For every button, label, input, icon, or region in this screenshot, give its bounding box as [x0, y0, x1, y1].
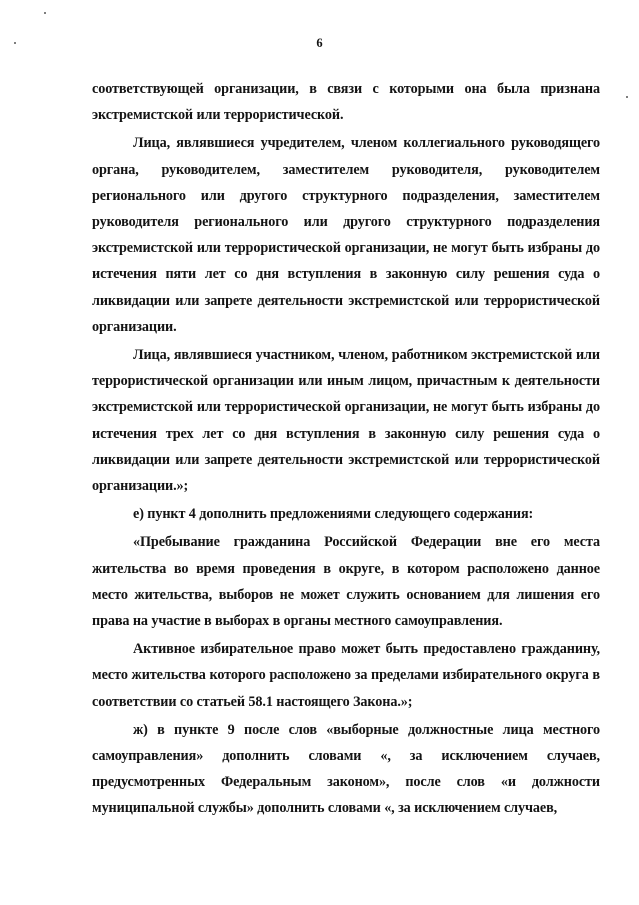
- paragraph-item-e: е) пункт 4 дополнить предложениями следующего содержания:: [133, 506, 534, 523]
- paragraph-item-zh: ж) в пункте 9 после слов «выборные должностные лица местного самоуправления» дополнить словами «, за исключением случаев, предусмотренных Федеральным законом», после слов «и должности муниципальной службы» дополнить словами «, за исключением случаев,: [92, 721, 600, 817]
- paragraph-residence-quote: «Пребывание гражданина Российской Федерации вне его места жительства во время проведения в округе, в котором расположено данное место жительства, выборов не может служить основанием для лишения его права на участие в выборах в органы местного самоуправления.: [92, 534, 600, 630]
- paragraph-continuation: соответствующей организации, в связи с которыми она была признана экстремистской или террористической.: [92, 81, 600, 124]
- body-text: [92, 76, 600, 822]
- scan-speck: [44, 12, 46, 14]
- scan-speck: [626, 96, 628, 98]
- paragraph-founders-ineligibility: Лица, являвшиеся учредителем, членом коллегиального руководящего органа, руководителем, заместителем руководителя, руководителем регионального или другого структурного подразделения, заместителем руководителя регионального или другого структурного подразделения экстремистской или террористической организации, не могут быть избраны до истечения пяти лет со дня вступления в законную силу решения суда о ликвидации или запрете деятельности экстремистской или террористической организации.: [92, 135, 600, 335]
- page-number: 6: [316, 36, 323, 50]
- paragraph-active-suffrage: Активное избирательное право может быть предоставлено гражданину, место жительства которого расположено за пределами избирательного округа в соответствии со статьей 58.1 настоящего Закона.»;: [92, 641, 600, 710]
- paragraph-members-ineligibility: Лица, являвшиеся участником, членом, работником экстремистской или террористической организации или иным лицом, причастным к деятельности экстремистской или террористической организации, не могут быть избраны до истечения трех лет со дня вступления в законную силу решения суда о ликвидации или запрете деятельности экстремистской или террористической организации.»;: [92, 347, 600, 495]
